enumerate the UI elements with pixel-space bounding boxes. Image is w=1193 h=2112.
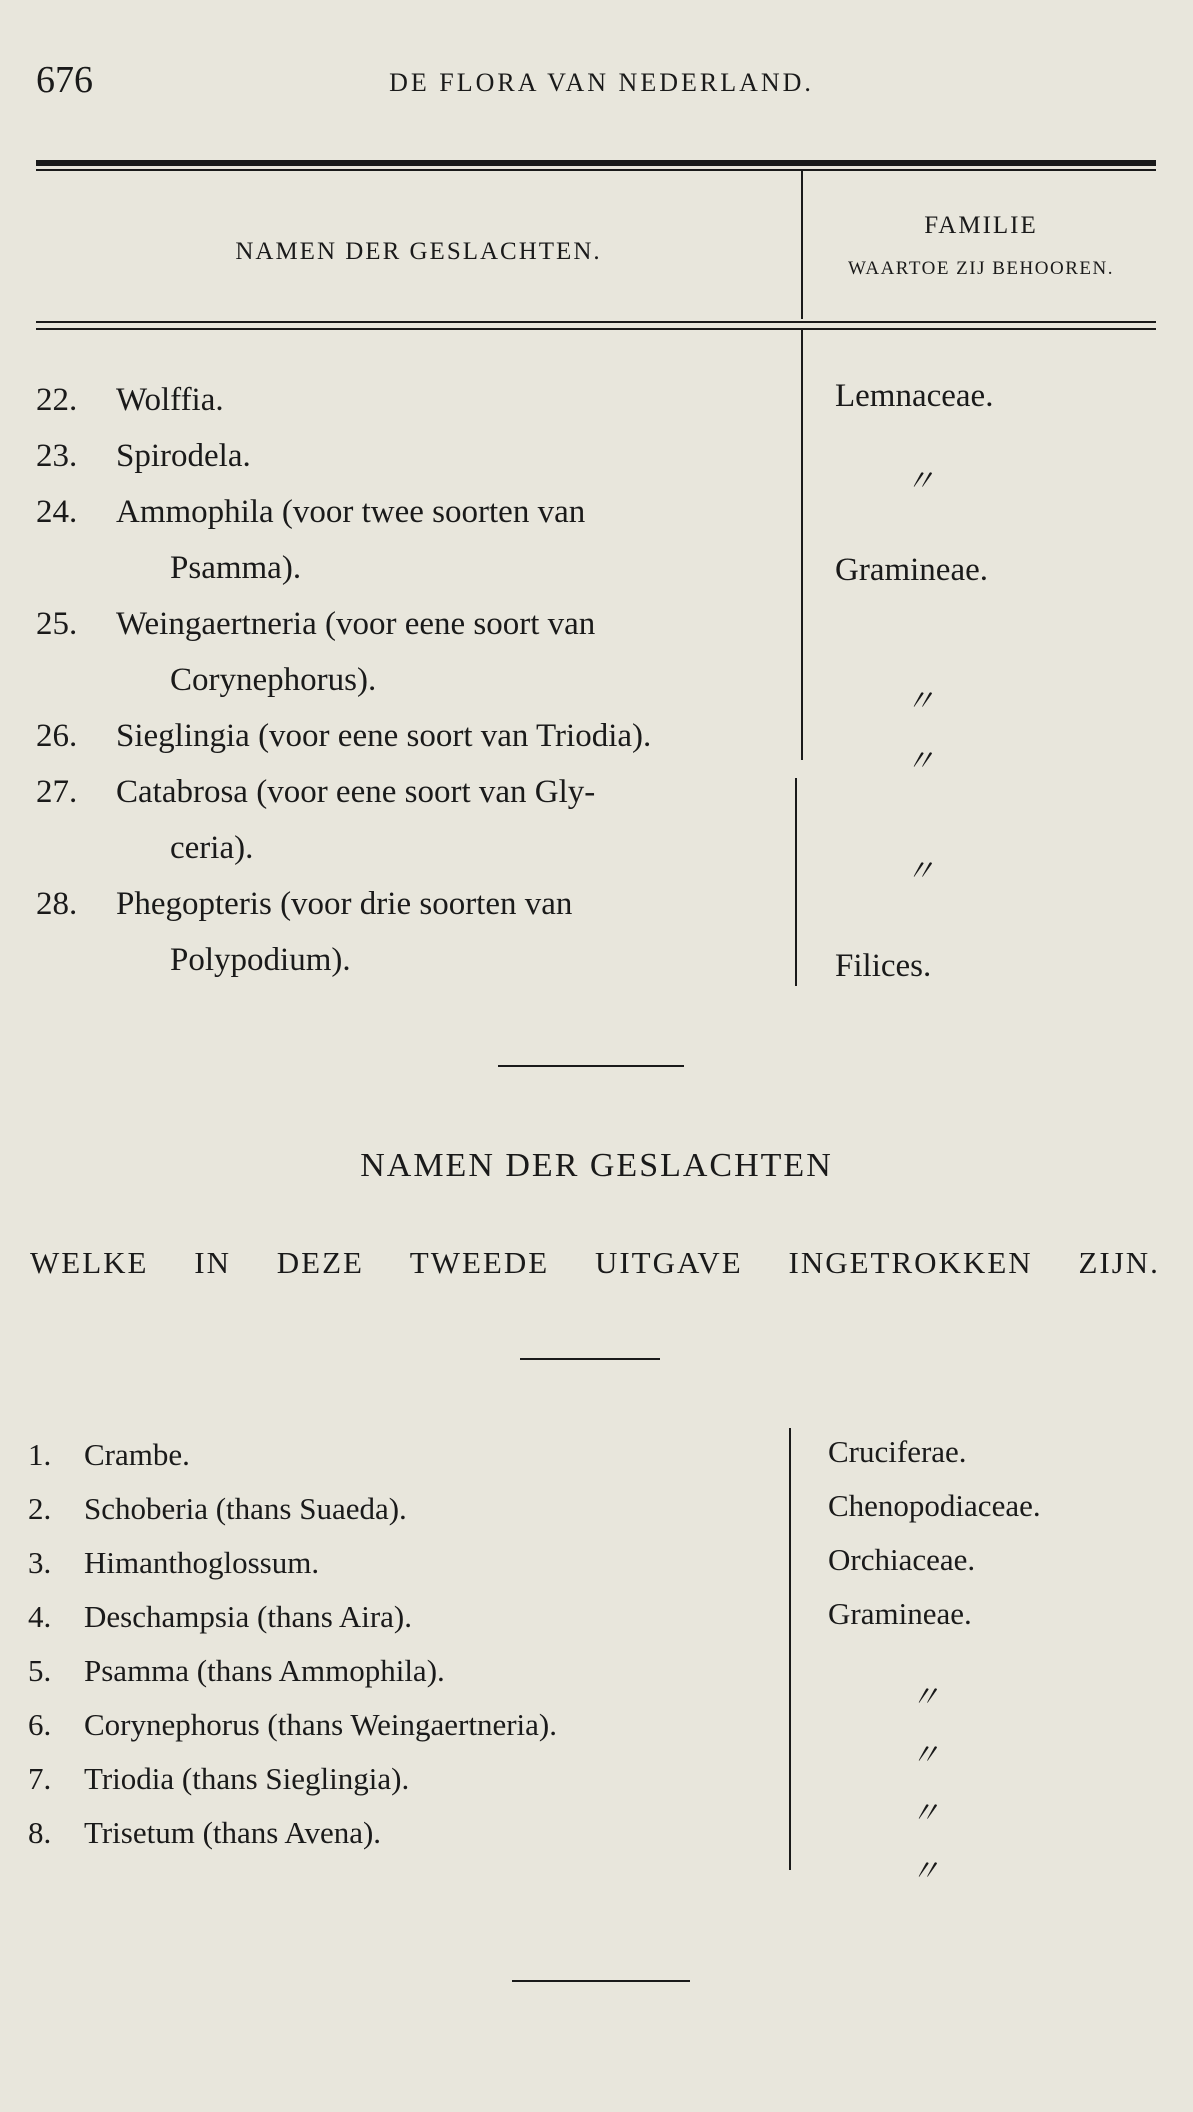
item-text: Sieglingia (voor eene soort van Triodia). xyxy=(116,718,652,754)
family-cell: Cruciferae. xyxy=(828,1434,967,1469)
column-header-names: NAMEN DER GESLACHTEN. xyxy=(235,238,602,265)
list-item xyxy=(28,1482,557,1536)
item-number: 6. xyxy=(28,1707,52,1742)
subtitle-word: INGETROKKEN xyxy=(788,1245,1033,1280)
ditto-mark: 〃 xyxy=(905,855,935,888)
item-number: 4. xyxy=(28,1599,52,1634)
header-bottom-rule-1 xyxy=(36,321,1156,323)
table2-divider xyxy=(789,1428,791,1870)
page-number: 676 xyxy=(36,59,93,101)
header-bottom-rule-2 xyxy=(36,328,1156,330)
item-text: Trisetum (thans Avena). xyxy=(84,1815,382,1850)
item-number: 8. xyxy=(28,1815,52,1850)
item-text: Himanthoglossum. xyxy=(84,1545,320,1580)
ditto-mark: 〃 xyxy=(910,1855,940,1888)
item-text: Deschampsia (thans Aira). xyxy=(84,1599,412,1634)
section-subtitle xyxy=(30,1245,1160,1281)
item-text: Crambe. xyxy=(84,1437,190,1472)
list-item xyxy=(28,1536,557,1590)
ditto-mark: 〃 xyxy=(905,745,935,778)
section-divider xyxy=(498,1065,684,1067)
list-item xyxy=(28,1590,557,1644)
item-text-cont: Corynephorus). xyxy=(170,662,377,698)
item-text-cont: Psamma). xyxy=(170,550,302,586)
ditto-mark: 〃 xyxy=(910,1739,940,1772)
family-cell: Lemnaceae. xyxy=(835,378,994,414)
table-body-divider-2 xyxy=(795,778,797,986)
subtitle-word: UITGAVE xyxy=(594,1245,743,1280)
list-item xyxy=(36,372,766,428)
list-item xyxy=(36,708,766,764)
section-title: NAMEN DER GESLACHTEN xyxy=(360,1147,833,1184)
item-text: Schoberia (thans Suaeda). xyxy=(84,1491,407,1526)
subtitle-word: IN xyxy=(194,1245,231,1280)
genera-list-1 xyxy=(36,372,766,988)
item-text: Spirodela. xyxy=(116,438,251,474)
item-number: 23. xyxy=(36,438,78,474)
item-text: Weingaertneria (voor eene soort van xyxy=(116,606,596,642)
list-item xyxy=(36,596,766,652)
item-number: 7. xyxy=(28,1761,52,1796)
subtitle-word: WELKE xyxy=(30,1245,149,1280)
subtitle-word: ZIJN. xyxy=(1078,1245,1160,1280)
family-cell: Filices. xyxy=(835,948,932,984)
list-item-continuation xyxy=(36,932,766,988)
item-text-cont: Polypodium). xyxy=(170,942,351,978)
list-item xyxy=(28,1698,557,1752)
item-number: 28. xyxy=(36,886,78,922)
table-top-rule-thin xyxy=(36,169,1156,171)
subtitle-word: TWEEDE xyxy=(409,1245,550,1280)
list-item-continuation xyxy=(36,820,766,876)
list-item-continuation xyxy=(36,652,766,708)
list-item xyxy=(28,1644,557,1698)
ditto-mark: 〃 xyxy=(910,1797,940,1830)
ditto-mark: 〃 xyxy=(905,465,935,498)
item-text: Triodia (thans Sieglingia). xyxy=(84,1761,410,1796)
item-number: 5. xyxy=(28,1653,52,1688)
family-cell: Gramineae. xyxy=(828,1596,972,1631)
family-cell: Chenopodiaceae. xyxy=(828,1488,1041,1523)
item-number: 27. xyxy=(36,774,78,810)
list-item xyxy=(28,1428,557,1482)
item-number: 2. xyxy=(28,1491,52,1526)
closing-divider xyxy=(512,1980,690,1982)
genera-list-2 xyxy=(28,1428,557,1860)
list-item xyxy=(36,484,766,540)
table-top-rule-thick xyxy=(36,160,1156,166)
column-header-family-sub: WAARTOE ZIJ BEHOOREN. xyxy=(848,258,1114,279)
item-number: 26. xyxy=(36,718,78,754)
item-text: Corynephorus (thans Weingaertneria). xyxy=(84,1707,557,1742)
column-header-family: FAMILIE xyxy=(924,212,1038,239)
subsection-divider xyxy=(520,1358,660,1360)
list-item xyxy=(36,428,766,484)
item-text: Wolffia. xyxy=(116,382,224,418)
ditto-mark: 〃 xyxy=(905,685,935,718)
item-text: Psamma (thans Ammophila). xyxy=(84,1653,445,1688)
table-body-divider-1 xyxy=(801,330,803,760)
list-item-continuation xyxy=(36,540,766,596)
list-item xyxy=(28,1806,557,1860)
family-cell: Gramineae. xyxy=(835,552,988,588)
table-header-divider xyxy=(801,171,803,319)
family-cell: Orchiaceae. xyxy=(828,1542,976,1577)
item-number: 3. xyxy=(28,1545,52,1580)
item-text-cont: ceria). xyxy=(170,830,254,866)
ditto-mark: 〃 xyxy=(910,1681,940,1714)
list-item xyxy=(36,876,766,932)
item-number: 22. xyxy=(36,382,78,418)
list-item xyxy=(28,1752,557,1806)
list-item xyxy=(36,764,766,820)
item-text: Ammophila (voor twee soorten van xyxy=(116,494,586,530)
item-number: 25. xyxy=(36,606,78,642)
item-text: Phegopteris (voor drie soorten van xyxy=(116,886,573,922)
item-text: Catabrosa (voor eene soort van Gly- xyxy=(116,774,596,810)
subtitle-word: DEZE xyxy=(276,1245,364,1280)
running-title: DE FLORA VAN NEDERLAND. xyxy=(389,68,814,97)
item-number: 24. xyxy=(36,494,78,530)
item-number: 1. xyxy=(28,1437,52,1472)
